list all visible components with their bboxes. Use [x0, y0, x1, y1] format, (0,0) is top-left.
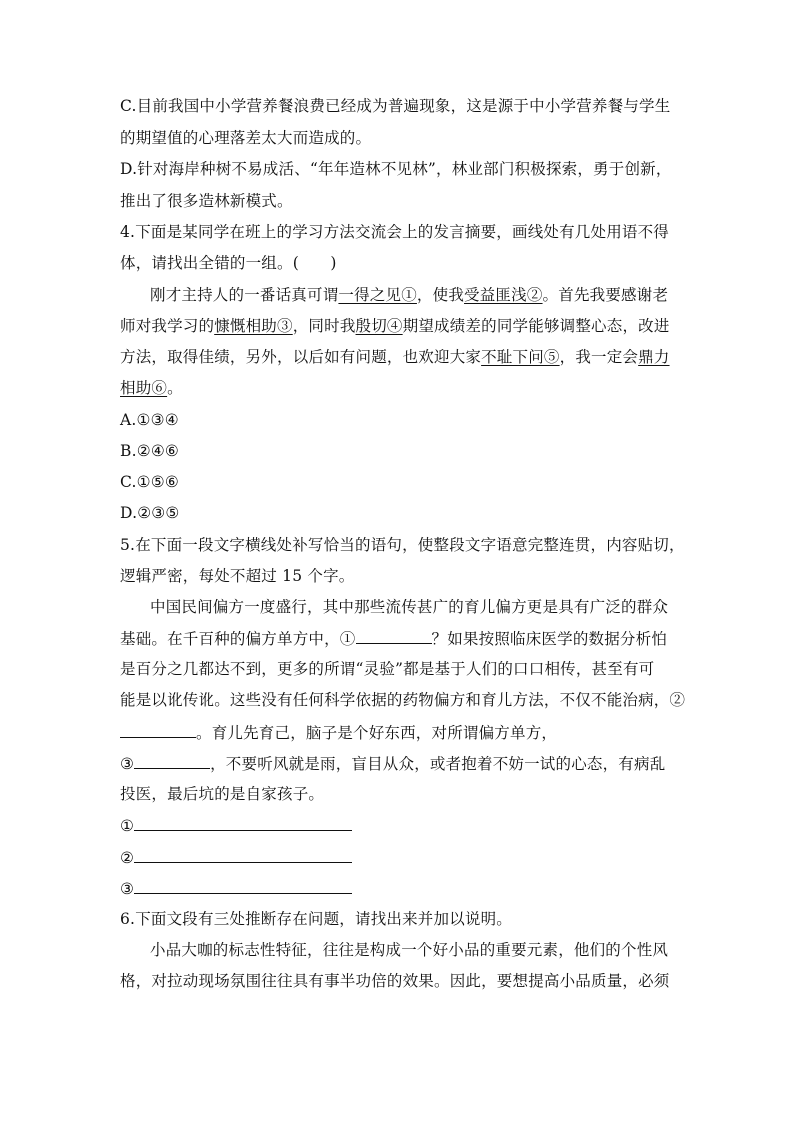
answer-blank-1[interactable]	[134, 815, 352, 831]
passage-4-line-1	[150, 285, 668, 305]
text-segment: 。	[167, 379, 183, 397]
passage-4-line-4	[120, 378, 183, 398]
text-segment: 。育儿先育己，脑子是个好东西，对所谓偏方单方，	[196, 724, 558, 742]
option-c-line-1: C.目前我国中小学营养餐浪费已经成为普遍现象，这是源于中小学营养餐与学生	[120, 97, 671, 115]
passage-5-line-3: 是百分之几都达不到，更多的所谓“灵验”都是基于人们的口口相传，甚至有可	[120, 660, 655, 678]
passage-5-line-6	[120, 753, 665, 774]
underlined-phrase-1: 一得之见①	[338, 286, 417, 304]
answer-label-3: ③	[120, 880, 135, 898]
underlined-phrase-5: 不耻下问⑤	[481, 348, 560, 366]
question-6-line: 6.下面文段有三处推断存在问题，请找出来并加以说明。	[120, 910, 512, 928]
underlined-phrase-3: 慷慨相助③	[214, 317, 293, 335]
text-segment: ？如果按照临床医学的数据分析怕	[431, 630, 668, 648]
option-d-line-1: D.针对海岸种树不易成活、“年年造林不见林”，林业部门积极探索，勇于创新，	[120, 160, 672, 178]
question-5-line-2: 逻辑严密，每处不超过 15 个字。	[120, 567, 355, 585]
passage-5-line-1: 中国民间偏方一度盛行，其中那些流传甚广的育儿偏方更是具有广泛的群众	[150, 598, 669, 616]
option-d-line-2: 推出了很多造林新模式。	[120, 192, 293, 210]
text-segment: ，我一定会	[559, 348, 639, 366]
answer-option-c: C.①⑤⑥	[120, 473, 179, 491]
text-segment: 期望成绩差的同学能够调整心态，改进	[402, 317, 670, 335]
fill-blank-3[interactable]	[134, 753, 210, 769]
underlined-phrase-4: 殷切④	[355, 317, 403, 335]
text-segment: 刚才主持人的一番话真可谓	[150, 286, 339, 304]
passage-5-line-5	[120, 722, 557, 743]
fill-blank-1[interactable]	[356, 628, 432, 644]
passage-5-line-2	[120, 628, 667, 649]
text-segment: 师对我学习的	[120, 317, 215, 335]
answer-label-1: ①	[120, 817, 135, 835]
passage-6-line-1: 小品大咖的标志性特征，往往是构成一个好小品的重要元素，他们的个性风	[150, 941, 669, 959]
text-segment: ，同时我	[292, 317, 356, 335]
question-5-line-1: 5.在下面一段文字横线处补写恰当的语句，使整段文字语意完整连贯，内容贴切，	[120, 536, 685, 554]
question-4-line-2: 体，请找出全错的一组。( )	[120, 254, 337, 272]
underlined-phrase-6b: 相助⑥	[120, 379, 168, 397]
answer-label-2: ②	[120, 849, 135, 867]
answer-option-d: D.②③⑤	[120, 504, 180, 522]
text-segment: ③	[120, 755, 135, 773]
text-segment: ，使我	[416, 286, 465, 304]
text-segment: 方法，取得佳绩，另外，以后如有问题，也欢迎大家	[120, 348, 482, 366]
answer-line-2	[120, 847, 352, 868]
answer-blank-3[interactable]	[134, 878, 352, 894]
underlined-phrase-6a: 鼎力	[638, 348, 670, 366]
passage-6-line-2: 格，对拉动现场氛围往往具有事半功倍的效果。因此，要想提高小品质量，必须	[120, 972, 670, 990]
text-segment: ，不要听风就是雨，盲目从众，或者抱着不妨一试的心态，有病乱	[210, 755, 666, 773]
passage-5-line-7: 投医，最后坑的是自家孩子。	[120, 785, 325, 803]
passage-4-line-2	[120, 316, 670, 336]
option-c-line-2: 的期望值的心理落差太大而造成的。	[120, 129, 372, 147]
fill-blank-2[interactable]	[120, 722, 196, 738]
underlined-phrase-2: 受益匪浅②	[464, 286, 543, 304]
text-segment: 。首先我要感谢老	[542, 286, 669, 304]
question-4-line-1: 4.下面是某同学在班上的学习方法交流会上的发言摘要，画线处有几处用语不得	[120, 223, 669, 241]
answer-option-a: A.①③④	[120, 411, 179, 429]
answer-option-b: B.②④⑥	[120, 442, 180, 460]
passage-4-line-3	[120, 347, 670, 367]
text-segment: 基础。在千百种的偏方单方中，①	[120, 630, 356, 648]
answer-blank-2[interactable]	[134, 847, 352, 863]
answer-line-3	[120, 878, 352, 899]
answer-line-1	[120, 815, 352, 836]
passage-5-line-4: 能是以讹传讹。这些没有任何科学依据的药物偏方和育儿方法，不仅不能治病，②	[120, 691, 686, 709]
